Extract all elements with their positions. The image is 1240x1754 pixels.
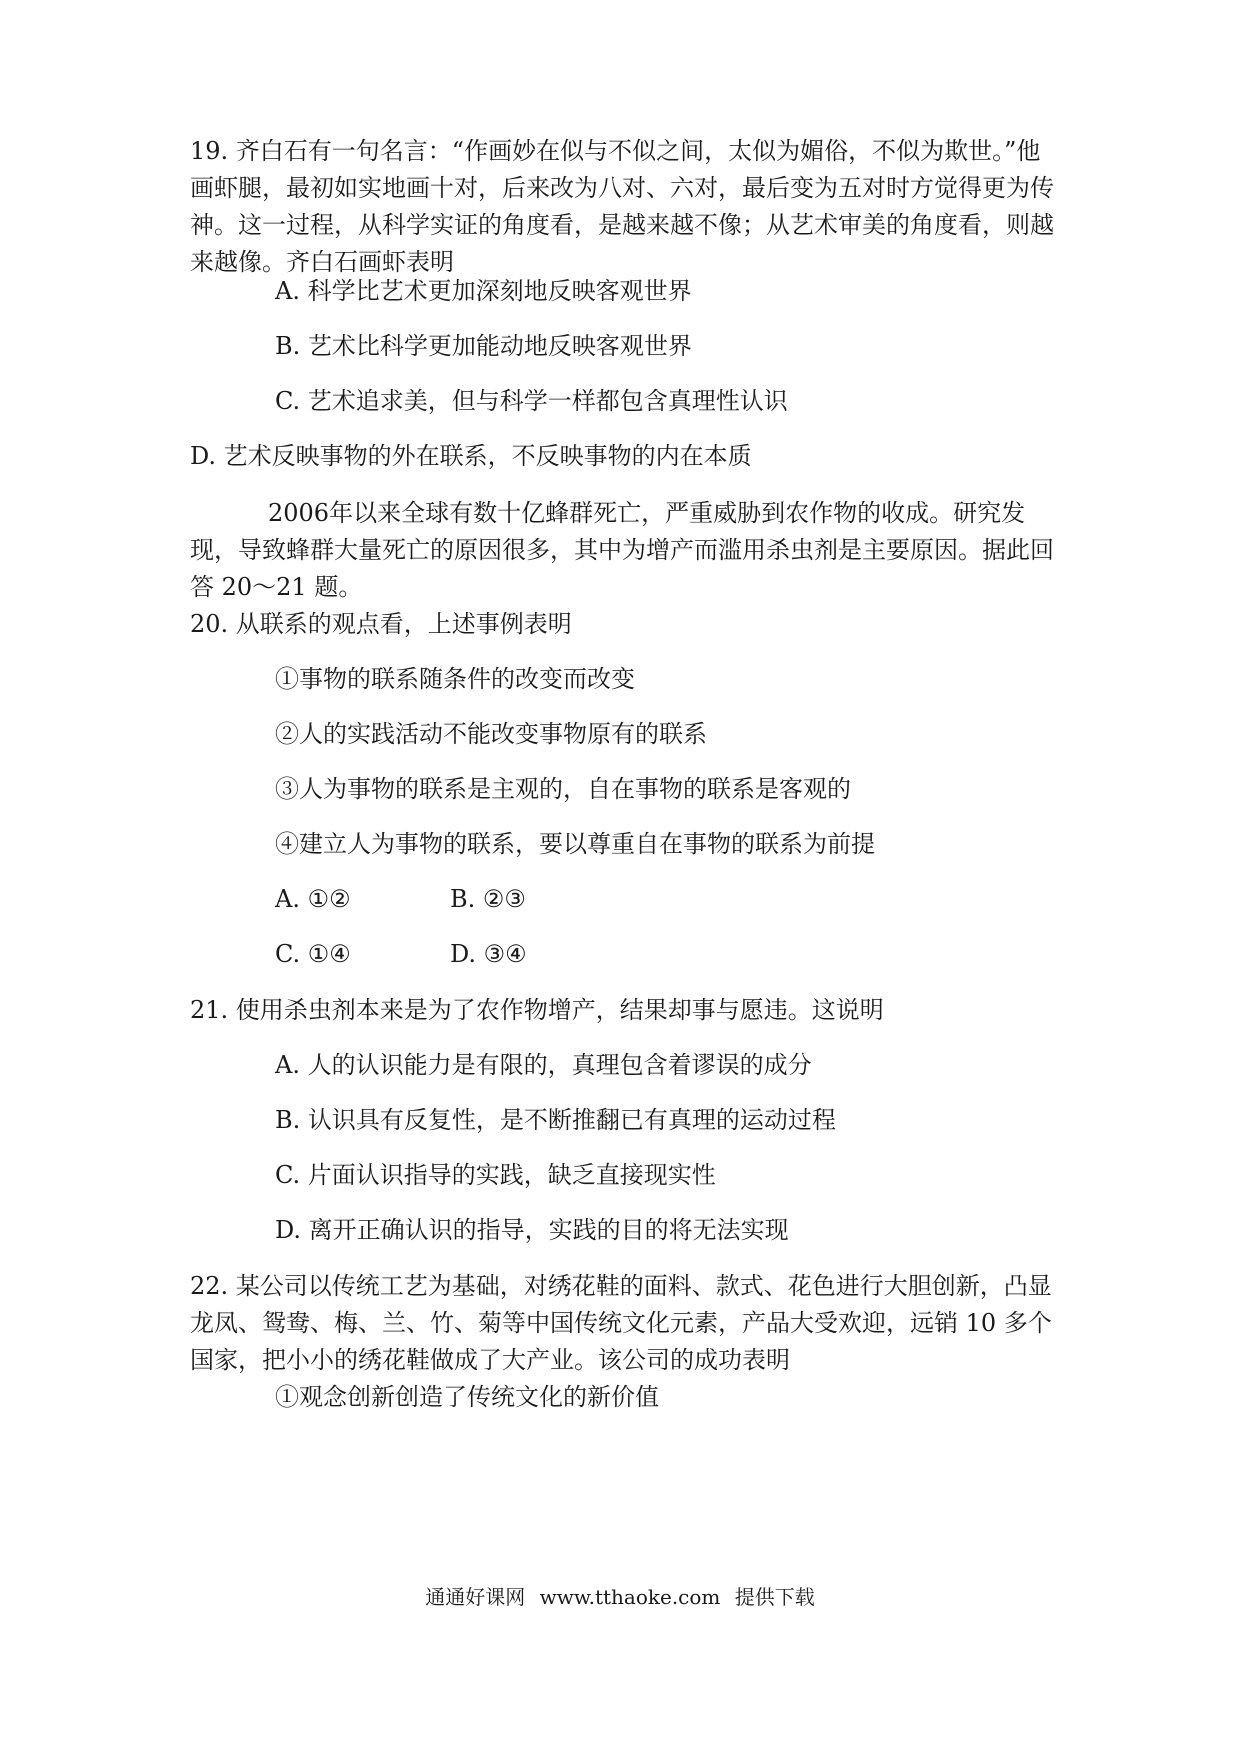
question-20-statement-3: ③人为事物的联系是主观的，自在事物的联系是客观的 <box>275 775 851 803</box>
question-21-stem: 21. 使用杀虫剂本来是为了农作物增产，结果却事与愿违。这说明 <box>190 996 884 1024</box>
question-21-option-b: B. 认识具有反复性，是不断推翻已有真理的运动过程 <box>275 1106 836 1134</box>
question-20-stem: 20. 从联系的观点看，上述事例表明 <box>190 610 572 638</box>
question-20-statement-2: ②人的实践活动不能改变事物原有的联系 <box>275 720 707 748</box>
question-20-choice-a: A. ①② <box>275 885 351 913</box>
question-20-choices-row-2 <box>275 936 527 973</box>
question-20-choices-row-1 <box>275 881 526 918</box>
question-21-option-d: D. 离开正确认识的指导，实践的目的将无法实现 <box>275 1216 789 1244</box>
question-19-option-a: A. 科学比艺术更加深刻地反映客观世界 <box>275 277 692 305</box>
question-20-statement-4: ④建立人为事物的联系，要以尊重自在事物的联系为前提 <box>275 830 875 858</box>
question-20-choice-d: D. ③④ <box>450 940 527 968</box>
question-19-option-c: C. 艺术追求美，但与科学一样都包含真理性认识 <box>275 387 788 415</box>
question-20-choice-c: C. ①④ <box>275 940 351 968</box>
page-footer <box>0 1583 1240 1611</box>
question-19-stem: 19. 齐白石有一句名言：“作画妙在似与不似之间，太似为媚俗，不似为欺世。”他画虾腿，最初如实地画十对，后来改为八对、六对，最后变为五对时方觉得更为传神。这一过程，从科学实证的角度看，是越来越不像；从艺术审美的角度看，则越来越像。齐白石画虾表明 <box>190 137 1054 276</box>
question-20-statement-1: ①事物的联系随条件的改变而改变 <box>275 665 635 693</box>
question-21-option-c: C. 片面认识指导的实践，缺乏直接现实性 <box>275 1161 716 1189</box>
footer-site-name: 通通好课网 <box>425 1585 526 1609</box>
footer-suffix: 提供下载 <box>734 1585 815 1609</box>
question-21-option-a: A. 人的认识能力是有限的，真理包含着谬误的成分 <box>275 1051 812 1079</box>
footer-url: www.tthaoke.com <box>539 1585 721 1609</box>
question-20-choice-b: B. ②③ <box>450 885 526 913</box>
passage-20-21: 2006年以来全球有数十亿蜂群死亡，严重威胁到农作物的收成。研究发现，导致蜂群大量死亡的原因很多，其中为增产而滥用杀虫剂是主要原因。据此回答 20～21 题。 <box>190 499 1054 601</box>
question-19-option-d: D. 艺术反映事物的外在联系，不反映事物的内在本质 <box>190 442 752 470</box>
question-22-stem: 22. 某公司以传统工艺为基础，对绣花鞋的面料、款式、花色进行大胆创新，凸显龙凤、鸳鸯、梅、兰、竹、菊等中国传统文化元素，产品大受欢迎，远销 10 多个国家，把小小的绣花鞋做成了大产业。该公司的成功表明 <box>190 1272 1052 1374</box>
question-19-option-b: B. 艺术比科学更加能动地反映客观世界 <box>275 332 692 360</box>
question-22-statement-1: ①观念创新创造了传统文化的新价值 <box>275 1383 659 1411</box>
